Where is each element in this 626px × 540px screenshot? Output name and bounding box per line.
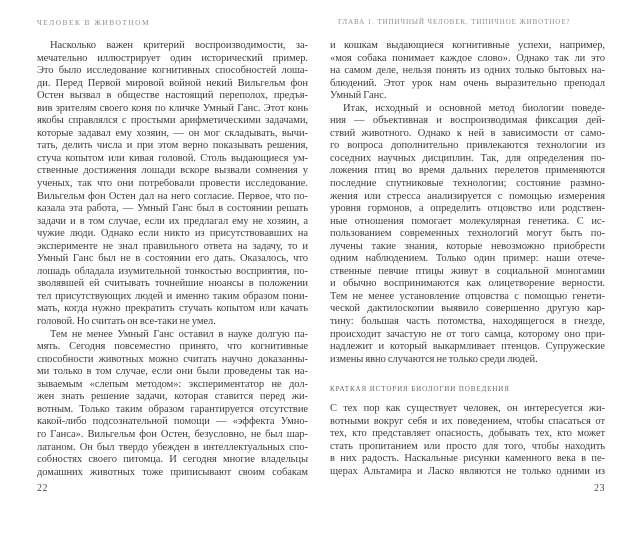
- body-line: одним наблюдением. Только один пример: наши отече-: [330, 253, 605, 265]
- body-line: и обычно воспринимаются как олицетворение верности.: [330, 278, 605, 290]
- body-line: чужие люди. Однако если никто из присутствовавших на: [37, 228, 308, 240]
- right-page-number: 23: [594, 483, 605, 494]
- body-line: блюдений. Этот урок нам очень выразительно преподал: [330, 77, 605, 89]
- body-line: задачи и в том случае, если их предлагал ему не хозяин, а: [37, 215, 308, 227]
- body-line: Вильгельм фон Остен дал на него согласие. Первое, что по-: [37, 190, 308, 202]
- body-line: на самом деле, нельзя понять из одних только бытовых на-: [330, 65, 605, 77]
- body-line: происходит зачастую не от того самца, которому оно при-: [330, 328, 605, 340]
- body-line: ствий животного. Однако к ней в зависимости от само-: [330, 127, 605, 139]
- body-line: лучены такие знания, которые невозможно приобрести: [330, 240, 605, 252]
- body-line: последние спутниковые технологии; состояние размно-: [330, 178, 605, 190]
- body-line: вотными вокруг себя и их поведением, чтобы спасаться от: [330, 415, 605, 427]
- body-line: Умный Ганс был не в состоянии его дать. Оказалось, что: [37, 253, 308, 265]
- body-line: надлежит и который выкармливает птенцов. Супружеские: [330, 341, 605, 353]
- body-line: ческой дактилоскопии выявило совершенно другую кар-: [330, 303, 605, 315]
- body-line: собностях своего питомца. И сегодня многие владельцы: [37, 454, 308, 466]
- body-line: Тем не менее Умный Ганс оставил в науке долгую па-: [50, 328, 308, 340]
- body-line: стуча копытом или кивая головой. Столь выдающиеся ум-: [37, 152, 308, 164]
- body-line: тех, кто представляет опасность, добывать тех, кто может: [330, 428, 605, 440]
- body-line: мять. Сегодня повсеместно принято, что когнитивные: [37, 341, 308, 353]
- body-line: латаном. Он был твердо убежден в интеллектуальных спо-: [37, 441, 308, 453]
- right-page-body: [330, 40, 605, 479]
- body-line: го вопроса дополнительно привлекаются технологии из: [330, 140, 605, 152]
- body-line: пользованием современных технологий могут быть по-: [330, 228, 605, 240]
- body-line: якобы справлялся с простыми арифметическими задачами,: [37, 115, 308, 127]
- body-line: уровня гормонов, а определить отцовство или родствен-: [330, 203, 605, 215]
- body-line: казала эта работа, — Умный Ганс был в состоянии решать: [37, 203, 308, 215]
- left-page-body: [37, 40, 308, 479]
- section-heading: КРАТКАЯ ИСТОРИЯ БИОЛОГИИ ПОВЕДЕНИЯ: [330, 385, 510, 394]
- body-line: измены явно случаются не только среди людей.: [330, 353, 538, 365]
- body-line: Остен вызвал в обществе настоящий переполох, предъя-: [37, 90, 308, 102]
- body-line: вив зрителям своего коня по кличке Умный Ганс. Этот конь: [37, 102, 308, 114]
- left-page-number: 22: [37, 483, 48, 494]
- body-line: зволявшей ей считывать точнейшие нюансы в положении: [37, 278, 308, 290]
- body-line: тел присутствующих людей и именно таким образом пони-: [37, 290, 308, 302]
- body-line: и кошкам выдающиеся когнитивные успехи, например,: [330, 40, 605, 51]
- body-line: щерах Альтамира и Ласко являются не только одними из: [330, 465, 605, 477]
- body-line: тать, делить числа и при этом верно показывать решения,: [37, 140, 308, 152]
- right-page: [330, 18, 605, 479]
- body-line: вотным. Только таким образом гарантируется отсутствие: [37, 403, 308, 415]
- body-line: «моя собака понимает каждое слово». Однако так ли это: [330, 52, 605, 64]
- body-line: мать, когда нужно прекратить стучать копытом или качать: [37, 303, 308, 315]
- body-line: ми только в том случае, если они были проведены так на-: [37, 366, 308, 378]
- body-line: которые задавал ему хозяин, — он мог складывать, вычи-: [37, 127, 308, 139]
- body-line: зываемым «слепым методом»: экспериментатор не дол-: [37, 378, 308, 390]
- body-line: какой-либо подсознательной помощи — «эффекта Умно-: [37, 416, 308, 428]
- body-line: ственные певчие птицы живут в социальной моногамии: [330, 265, 605, 277]
- body-line: эксперименте не знал правильного ответа на задачу, то и: [37, 240, 308, 252]
- body-line: Умный Ганс.: [330, 90, 387, 102]
- body-line: соседних научных дисциплин. Так, для определения по-: [330, 152, 605, 164]
- body-line: жения или стресса анализируется с помощью измерения: [330, 190, 605, 202]
- right-running-header: ГЛАВА 1. ТИПИЧНЫЙ ЧЕЛОВЕК, ТИПИЧНОЕ ЖИВОТНОЕ?: [338, 18, 571, 26]
- body-line: Тем не менее установление отцовства с помощью генети-: [330, 290, 605, 302]
- body-line: тину: большая часть потомства, находящегося в гнезде,: [330, 316, 605, 328]
- body-line: ложения птиц во время дальних перелетов применяются: [330, 165, 605, 177]
- body-line: мечательно иллюстрирует один исторический пример.: [37, 52, 308, 64]
- body-line: ственные достижения лошади вскоре вызвали сомнения у: [37, 165, 308, 177]
- left-page: [37, 18, 308, 479]
- body-line: жен знать решение задачи, которая ставится перед жи-: [37, 391, 308, 403]
- body-line: С тех пор как существует человек, он интересуется жи-: [330, 403, 605, 415]
- body-line: способности животных можно считать научно доказанны-: [37, 353, 308, 365]
- body-line: ные отношения помогает молекулярная генетика. С ис-: [330, 215, 605, 227]
- left-running-header: ЧЕЛОВЕК В ЖИВОТНОМ: [37, 18, 151, 27]
- body-line: головой. Но считать он все-таки не умел.: [37, 316, 216, 328]
- body-line: домашних животных тоже приписывают своим собакам: [37, 466, 308, 478]
- body-line: в них радость. Наскальные рисунки каменного века в пе-: [330, 453, 605, 465]
- body-line: ди. Перед Первой мировой войной некий Вильгельм фон: [37, 77, 308, 89]
- body-line: Это было исследование когнитивных способностей лоша-: [37, 65, 308, 77]
- body-line: Итак, исходный и основной метод биологии поведе-: [343, 102, 605, 114]
- body-line: лошадь обладала изумительной тонкостью восприятия, по-: [37, 265, 308, 277]
- body-line: ния — объективная и воспроизводимая фиксация дей-: [330, 115, 605, 127]
- body-line: ученых, так что они потребовали провести исследование.: [37, 178, 308, 190]
- body-line: стать пропитанием или просто для того, чтобы находить: [330, 440, 605, 452]
- body-line: Насколько важен критерий воспроизводимости, за-: [50, 40, 308, 51]
- body-line: го Ганса». Вильгельм фон Остен, безусловно, не был шар-: [37, 428, 308, 440]
